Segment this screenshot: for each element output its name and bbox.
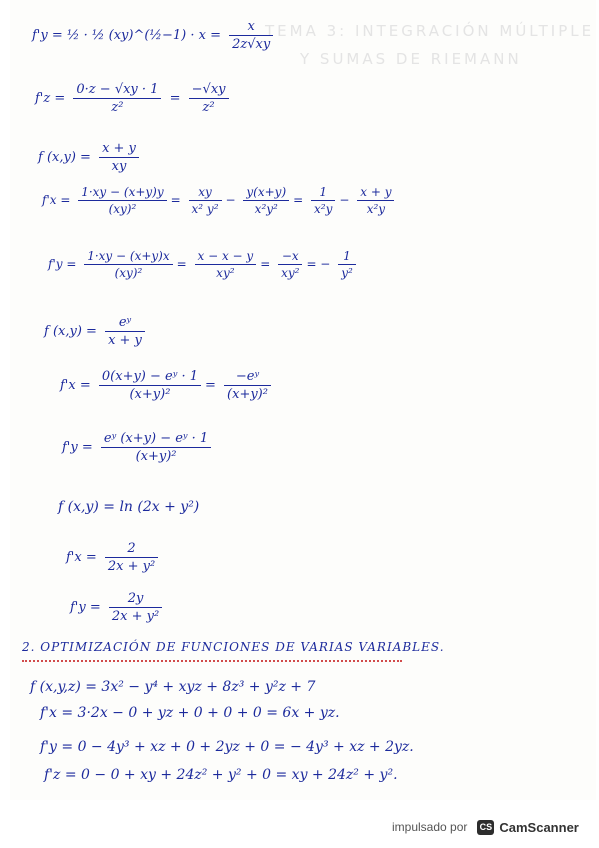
func2-fy-fraction-2 xyxy=(195,250,257,279)
func3-fraction xyxy=(105,316,145,347)
func3-fy-lhs: f'y = xyxy=(62,440,93,455)
func2-fraction xyxy=(99,142,139,173)
optimization-fx: f'x = 3·2x − 0 + yz + 0 + 0 + 0 = 6x + yz. xyxy=(40,705,340,721)
func2-fx-num-4: 1 xyxy=(311,186,335,201)
func2-fy-fraction-1 xyxy=(84,250,172,279)
func4-fx-fraction xyxy=(105,542,158,573)
func4-fx-den: 2x + y² xyxy=(107,559,156,574)
optimization-fz: f'z = 0 − 0 + xy + 24z² + y² + 0 = xy + 24z² + y². xyxy=(44,767,398,783)
func2-denominator: xy xyxy=(111,159,127,174)
func4-fy-line xyxy=(70,592,166,623)
func4-fy-fraction xyxy=(109,592,162,623)
func2-fy-num-2: x − x − y xyxy=(195,250,257,265)
fy-lhs: f'y = xyxy=(32,28,63,43)
func2-fx-num-5: x + y xyxy=(357,186,394,201)
func2-fy-fraction-4 xyxy=(338,250,356,279)
func3-fx-line: f'x = $\frac{\text{0(x+y) − eʸ · 1}}{\text{(x+y)²}}$ = $\frac{\text{−eʸ}}{\text{(x+y)²}}$ xyxy=(60,370,275,401)
func3-fx-num-1: 0(x+y) − eʸ · 1 xyxy=(99,370,201,386)
section-underline xyxy=(22,657,402,662)
func4-fy-lhs: f'y = xyxy=(70,600,101,615)
func3-fy-den-1: (x+y)² xyxy=(135,449,177,464)
func2-fy-den-4: y² xyxy=(341,266,353,280)
ghost-heading-line1: TEMA 3: INTEGRACIÓN MÚLTIPLE xyxy=(265,22,595,40)
func3-definition xyxy=(44,316,149,347)
func2-fy-den-1: (xy)² xyxy=(114,266,143,280)
func3-fx-lhs: f'x = xyxy=(60,378,91,393)
func2-fx-fraction-3 xyxy=(243,186,289,215)
func4-fx-lhs: f'x = xyxy=(66,550,97,565)
func2-fx-den-1: (xy)² xyxy=(108,202,137,216)
func2-fy-den-2: xy² xyxy=(216,266,235,280)
optimization-function: f (x,y,z) = 3x² − y⁴ + xyz + 8z³ + y²z + 7 xyxy=(30,679,316,695)
func2-numerator: x + y xyxy=(99,142,139,158)
func4-fx-num: 2 xyxy=(105,542,158,558)
fy-numerator: x xyxy=(229,20,273,36)
func2-fx-num-2: xy xyxy=(189,186,222,201)
func2-fx-num-1: 1·xy − (x+y)y xyxy=(78,186,166,201)
func2-fy-den-3: xy² xyxy=(281,266,300,280)
func2-fy-num-1: 1·xy − (x+y)x xyxy=(84,250,172,265)
fz-fraction xyxy=(73,83,161,114)
fy-line xyxy=(32,20,277,51)
fz-line xyxy=(35,83,233,114)
func3-numerator: eʸ xyxy=(105,316,145,332)
fz-denominator-simplified: z² xyxy=(202,100,215,115)
func3-fy-fraction-1 xyxy=(101,432,211,463)
func2-fy-line: f'y = $\frac{1\cdot xy - (x+y)x}{\text{(xy)²}}$ = $\frac{x - x - y}{\text{xy²}}$ = $\frac{-x}{\text{xy²}}$ = − $\frac{1}{\text{y²}}$ xyxy=(48,250,360,279)
camscanner-brand: CamScanner xyxy=(499,819,579,835)
func3-fy-num-1: eʸ (x+y) − eʸ · 1 xyxy=(101,432,211,448)
fz-equals: = xyxy=(169,91,181,106)
fy-denominator: 2z√xy xyxy=(232,37,271,52)
func2-fx-den-2: x² y² xyxy=(191,202,219,216)
func4-fy-num: 2y xyxy=(109,592,162,608)
powered-by-text: impulsado por xyxy=(392,820,468,834)
func2-fy-num-3: −x xyxy=(278,250,302,265)
func4-fy-den: 2x + y² xyxy=(111,609,160,624)
func2-fx-fraction-2 xyxy=(189,186,222,215)
func4-fx-line xyxy=(66,542,162,573)
section-heading: 2. OPTIMIZACIÓN DE FUNCIONES DE VARIAS VARIABLES. xyxy=(22,640,445,654)
func3-lhs: f (x,y) = xyxy=(44,324,97,339)
func2-fy-fraction-3 xyxy=(278,250,302,279)
func3-fy-line xyxy=(62,432,215,463)
func2-fx-den-5: x²y xyxy=(366,202,386,216)
func3-fx-den-1: (x+y)² xyxy=(129,387,171,402)
func3-fx-fraction-1 xyxy=(99,370,201,401)
func3-fx-num-2: −eʸ xyxy=(224,370,271,386)
func2-fx-fraction-4 xyxy=(311,186,335,215)
optimization-fy: f'y = 0 − 4y³ + xz + 0 + 2yz + 0 = − 4y³ + xz + 2yz. xyxy=(40,739,414,755)
func2-lhs: f (x,y) = xyxy=(38,150,91,165)
func2-fx-den-3: x²y² xyxy=(254,202,278,216)
fz-lhs: f'z = xyxy=(35,91,66,106)
func2-fy-num-4: 1 xyxy=(338,250,356,265)
fy-expr: ½ · ½ (xy)^(½−1) · x = xyxy=(66,28,222,43)
func3-fx-fraction-2 xyxy=(224,370,271,401)
func3-denominator: x + y xyxy=(108,333,142,348)
fz-numerator-simplified: −√xy xyxy=(189,83,229,99)
func2-fx-line: f'x = $\frac{1\cdot xy - (x+y)y}{\text{(xy)²}}$ = $\frac{xy}{\text{x² y²}}$ − $\frac{y(x+y)}{\text{x²y²}}$ = $\frac{1}{\text{x²y}}$ − $\frac{x + y}{\text{x²y}}$ xyxy=(42,186,398,215)
fy-fraction xyxy=(229,20,273,51)
fz-numerator: 0·z − √xy · 1 xyxy=(73,83,161,99)
fz-denominator: z² xyxy=(111,100,124,115)
func2-fx-num-3: y(x+y) xyxy=(243,186,289,201)
func4-definition: f (x,y) = ln (2x + y²) xyxy=(58,499,200,515)
ghost-heading-line2: Y SUMAS DE RIEMANN xyxy=(300,50,522,68)
func2-fx-lhs: f'x = xyxy=(42,193,71,207)
func2-definition xyxy=(38,142,143,173)
func2-fx-fraction-5 xyxy=(357,186,394,215)
fz-fraction-simplified xyxy=(189,83,229,114)
func2-fx-fraction-1 xyxy=(78,186,166,215)
camscanner-logo-icon: CS xyxy=(477,820,494,835)
func3-fx-den-2: (x+y)² xyxy=(227,387,268,402)
camscanner-watermark xyxy=(392,817,579,837)
func2-fy-lhs: f'y = xyxy=(48,257,77,271)
func2-fx-den-4: x²y xyxy=(314,202,333,216)
